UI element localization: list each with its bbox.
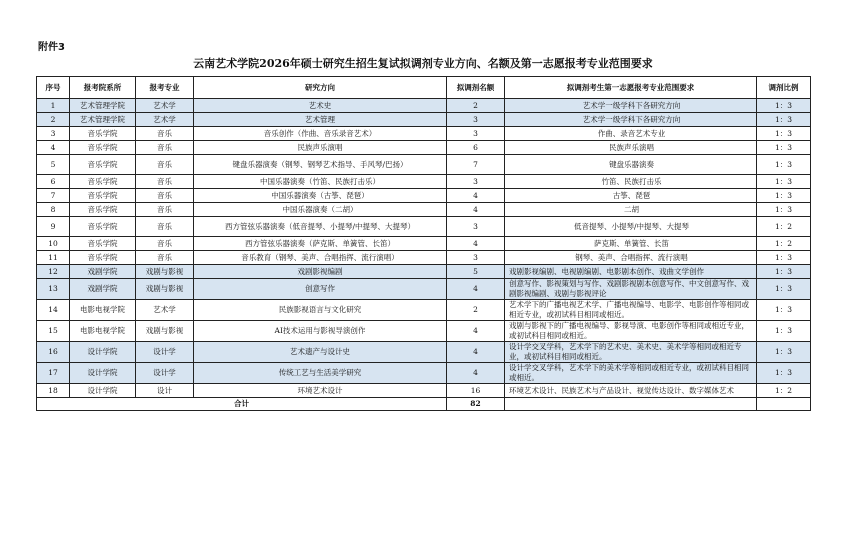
cell-ratio: 1：3 <box>757 251 811 265</box>
cell-major: 戏剧与影视 <box>136 265 194 279</box>
cell-ratio: 1：3 <box>757 141 811 155</box>
cell-direction: 创意写作 <box>194 279 447 300</box>
document-title: 云南艺术学院2026年硕士研究生招生复试拟调剂专业方向、名额及第一志愿报考专业范围要求 <box>193 57 653 70</box>
cell-direction: 西方管弦乐器演奏（萨克斯、单簧管、长笛） <box>194 237 447 251</box>
table-row <box>37 342 811 363</box>
cell-dept: 戏剧学院 <box>70 265 136 279</box>
cell-quota: 4 <box>447 363 505 384</box>
cell-requirement: 民族声乐演唱 <box>505 141 757 155</box>
cell-major: 戏剧与影视 <box>136 321 194 342</box>
table-row <box>37 99 811 113</box>
cell-ratio: 1：3 <box>757 99 811 113</box>
table-body <box>37 99 811 411</box>
cell-quota: 7 <box>447 155 505 175</box>
cell-ratio: 1：3 <box>757 342 811 363</box>
total-quota: 82 <box>447 398 505 411</box>
cell-major: 音乐 <box>136 237 194 251</box>
cell-no: 18 <box>37 384 70 398</box>
cell-no: 15 <box>37 321 70 342</box>
cell-no: 8 <box>37 203 70 217</box>
cell-major: 设计学 <box>136 342 194 363</box>
table-row <box>37 141 811 155</box>
cell-dept: 音乐学院 <box>70 217 136 237</box>
cell-ratio: 1：2 <box>757 384 811 398</box>
table-row <box>37 217 811 237</box>
cell-direction: 中国乐器演奏（竹笛、民族打击乐） <box>194 175 447 189</box>
cell-direction: 艺术管理 <box>194 113 447 127</box>
adjustment-table <box>36 76 811 411</box>
table-row <box>37 113 811 127</box>
cell-requirement: 设计学交叉学科，艺术学下的艺术史、美术史、美术学等相同或相近专业，或初试科目相同或相近。 <box>505 342 757 363</box>
cell-quota: 3 <box>447 127 505 141</box>
cell-requirement: 艺术学下的广播电视艺术学、广播电视编导、电影学、电影创作等相同或相近专业，或初试科目相同或相近。 <box>505 300 757 321</box>
table-row <box>37 321 811 342</box>
cell-dept: 设计学院 <box>70 384 136 398</box>
cell-major: 艺术学 <box>136 99 194 113</box>
cell-direction: AI技术运用与影视导演创作 <box>194 321 447 342</box>
cell-direction: 民族影视语言与文化研究 <box>194 300 447 321</box>
cell-direction: 传统工艺与生活美学研究 <box>194 363 447 384</box>
cell-direction: 音乐创作（作曲、音乐录音艺术） <box>194 127 447 141</box>
cell-requirement: 古筝、琵琶 <box>505 189 757 203</box>
cell-quota: 4 <box>447 189 505 203</box>
table-row <box>37 363 811 384</box>
cell-dept: 音乐学院 <box>70 127 136 141</box>
header-dept: 报考院系所 <box>70 77 136 99</box>
cell-quota: 4 <box>447 237 505 251</box>
cell-major: 音乐 <box>136 141 194 155</box>
cell-requirement: 键盘乐器演奏 <box>505 155 757 175</box>
cell-dept: 音乐学院 <box>70 141 136 155</box>
cell-no: 3 <box>37 127 70 141</box>
header-quota: 拟调剂名额 <box>447 77 505 99</box>
cell-direction: 中国乐器演奏（古筝、琵琶） <box>194 189 447 203</box>
cell-direction: 音乐教育（钢琴、美声、合唱指挥、流行演唱） <box>194 251 447 265</box>
total-empty-requirement <box>505 398 757 411</box>
table-row <box>37 127 811 141</box>
cell-no: 10 <box>37 237 70 251</box>
cell-direction: 中国乐器演奏（二胡） <box>194 203 447 217</box>
cell-no: 5 <box>37 155 70 175</box>
cell-dept: 电影电视学院 <box>70 300 136 321</box>
cell-quota: 4 <box>447 342 505 363</box>
cell-quota: 2 <box>447 99 505 113</box>
cell-ratio: 1：3 <box>757 189 811 203</box>
cell-major: 音乐 <box>136 217 194 237</box>
header-direction: 研究方向 <box>194 77 447 99</box>
cell-direction: 戏剧影视编剧 <box>194 265 447 279</box>
cell-no: 13 <box>37 279 70 300</box>
cell-ratio: 1：3 <box>757 175 811 189</box>
cell-no: 17 <box>37 363 70 384</box>
cell-quota: 4 <box>447 321 505 342</box>
cell-requirement: 作曲、录音艺术专业 <box>505 127 757 141</box>
cell-quota: 3 <box>447 217 505 237</box>
cell-dept: 电影电视学院 <box>70 321 136 342</box>
cell-direction: 民族声乐演唱 <box>194 141 447 155</box>
cell-no: 9 <box>37 217 70 237</box>
cell-dept: 戏剧学院 <box>70 279 136 300</box>
cell-quota: 3 <box>447 175 505 189</box>
cell-major: 艺术学 <box>136 113 194 127</box>
cell-dept: 音乐学院 <box>70 237 136 251</box>
table-row <box>37 251 811 265</box>
cell-dept: 设计学院 <box>70 363 136 384</box>
cell-dept: 设计学院 <box>70 342 136 363</box>
table-row <box>37 384 811 398</box>
cell-requirement: 艺术学一级学科下各研究方向 <box>505 99 757 113</box>
table-row <box>37 279 811 300</box>
cell-requirement: 艺术学一级学科下各研究方向 <box>505 113 757 127</box>
table-row <box>37 203 811 217</box>
cell-no: 4 <box>37 141 70 155</box>
cell-quota: 6 <box>447 141 505 155</box>
cell-ratio: 1：3 <box>757 279 811 300</box>
table-row <box>37 237 811 251</box>
cell-direction: 键盘乐器演奏（钢琴、钢琴艺术指导、手风琴/巴扬） <box>194 155 447 175</box>
cell-ratio: 1：3 <box>757 363 811 384</box>
cell-requirement: 萨克斯、单簧管、长笛 <box>505 237 757 251</box>
cell-dept: 音乐学院 <box>70 175 136 189</box>
cell-major: 音乐 <box>136 127 194 141</box>
cell-no: 1 <box>37 99 70 113</box>
cell-major: 音乐 <box>136 155 194 175</box>
cell-quota: 3 <box>447 251 505 265</box>
cell-quota: 5 <box>447 265 505 279</box>
total-empty-ratio <box>757 398 811 411</box>
cell-dept: 艺术管理学院 <box>70 113 136 127</box>
cell-no: 14 <box>37 300 70 321</box>
table-row <box>37 155 811 175</box>
cell-no: 2 <box>37 113 70 127</box>
header-no: 序号 <box>37 77 70 99</box>
cell-dept: 艺术管理学院 <box>70 99 136 113</box>
cell-ratio: 1：3 <box>757 321 811 342</box>
cell-ratio: 1：3 <box>757 265 811 279</box>
cell-requirement: 设计学交叉学科，艺术学下的美术学等相同或相近专业，或初试科目相同或相近。 <box>505 363 757 384</box>
cell-ratio: 1：3 <box>757 127 811 141</box>
cell-ratio: 1：3 <box>757 113 811 127</box>
table-header-row <box>37 77 811 99</box>
total-row <box>37 398 811 411</box>
cell-quota: 4 <box>447 203 505 217</box>
cell-requirement: 戏剧影视编剧、电视剧编剧、电影剧本创作、戏曲文学创作 <box>505 265 757 279</box>
cell-no: 11 <box>37 251 70 265</box>
header-requirement: 拟调剂考生第一志愿报考专业范围要求 <box>505 77 757 99</box>
header-major: 报考专业 <box>136 77 194 99</box>
attachment-label: 附件3 <box>38 42 65 53</box>
cell-direction: 艺术遗产与设计史 <box>194 342 447 363</box>
cell-major: 音乐 <box>136 203 194 217</box>
cell-dept: 音乐学院 <box>70 155 136 175</box>
total-label: 合计 <box>37 398 447 411</box>
table-row <box>37 175 811 189</box>
cell-requirement: 环境艺术设计、民族艺术与产品设计、视觉传达设计、数字媒体艺术 <box>505 384 757 398</box>
cell-requirement: 创意写作、影视策划与写作、戏剧影视剧本创意写作、中文创意写作、戏剧影视编剧、戏剧与影视评论 <box>505 279 757 300</box>
cell-major: 设计 <box>136 384 194 398</box>
cell-ratio: 1：3 <box>757 203 811 217</box>
cell-major: 戏剧与影视 <box>136 279 194 300</box>
cell-direction: 西方管弦乐器演奏（低音提琴、小提琴/中提琴、大提琴） <box>194 217 447 237</box>
cell-direction: 环境艺术设计 <box>194 384 447 398</box>
cell-no: 7 <box>37 189 70 203</box>
cell-no: 16 <box>37 342 70 363</box>
cell-major: 音乐 <box>136 189 194 203</box>
table-row <box>37 265 811 279</box>
cell-ratio: 1：3 <box>757 300 811 321</box>
table-row <box>37 300 811 321</box>
table-row <box>37 189 811 203</box>
cell-requirement: 竹笛、民族打击乐 <box>505 175 757 189</box>
cell-dept: 音乐学院 <box>70 189 136 203</box>
cell-requirement: 钢琴、美声、合唱指挥、流行演唱 <box>505 251 757 265</box>
cell-requirement: 戏剧与影视下的广播电视编导、影视导演、电影创作等相同或相近专业，或初试科目相同或相近。 <box>505 321 757 342</box>
cell-major: 音乐 <box>136 251 194 265</box>
cell-major: 设计学 <box>136 363 194 384</box>
cell-ratio: 1：3 <box>757 155 811 175</box>
cell-quota: 2 <box>447 300 505 321</box>
cell-major: 艺术学 <box>136 300 194 321</box>
cell-dept: 音乐学院 <box>70 203 136 217</box>
header-ratio: 调剂比例 <box>757 77 811 99</box>
cell-no: 6 <box>37 175 70 189</box>
cell-ratio: 1：2 <box>757 237 811 251</box>
cell-ratio: 1：2 <box>757 217 811 237</box>
cell-direction: 艺术史 <box>194 99 447 113</box>
cell-requirement: 低音提琴、小提琴/中提琴、大提琴 <box>505 217 757 237</box>
cell-no: 12 <box>37 265 70 279</box>
cell-quota: 16 <box>447 384 505 398</box>
cell-major: 音乐 <box>136 175 194 189</box>
cell-quota: 4 <box>447 279 505 300</box>
cell-quota: 3 <box>447 113 505 127</box>
cell-dept: 音乐学院 <box>70 251 136 265</box>
cell-requirement: 二胡 <box>505 203 757 217</box>
